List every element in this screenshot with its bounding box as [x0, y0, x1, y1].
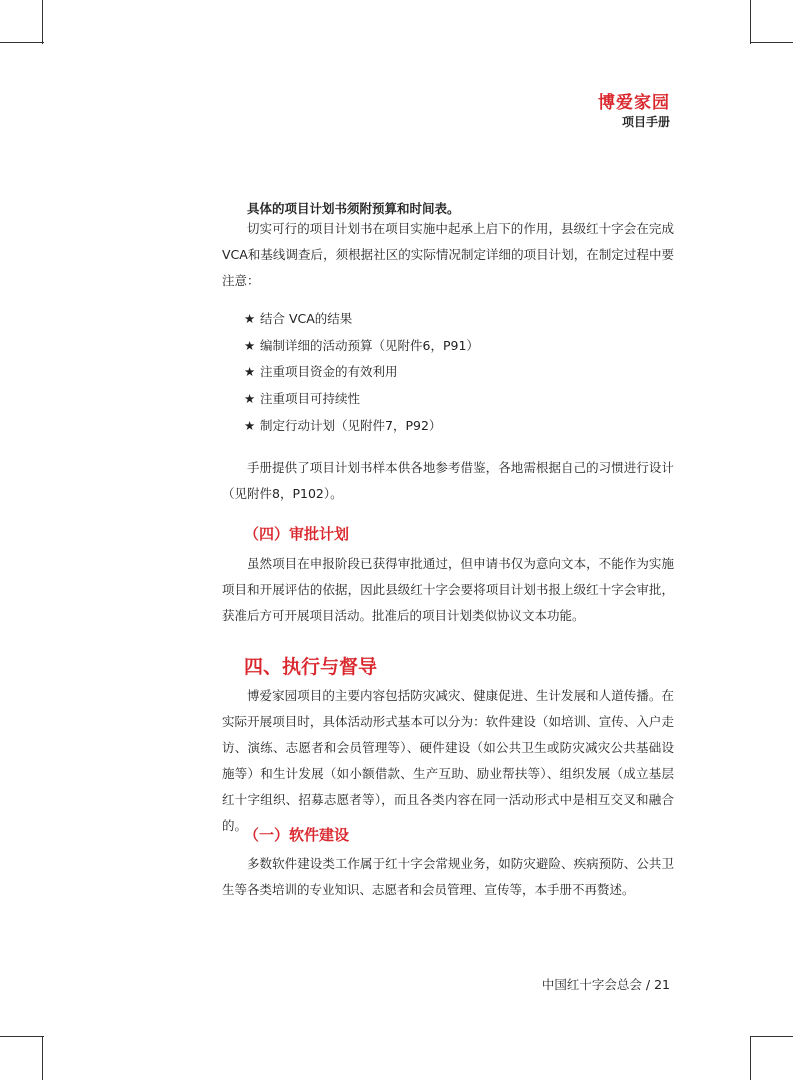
- bullet-item: ★ 制定行动计划（见附件7，P92）: [244, 416, 441, 436]
- section-paragraph: 虽然项目在申报阶段已获得审批通过，但申请书仅为意向文本，不能作为实施项目和开展评估的依据，因此县级红十字会要将项目计划书报上级红十字会审批，获准后方可开展项目活动。批准后的项目计划类似协议文本功能。: [222, 556, 674, 623]
- page-footer: 中国红十字会总会 / 21: [541, 977, 670, 992]
- crop-mark: [0, 42, 44, 43]
- star-icon: ★: [244, 364, 256, 379]
- star-icon: ★: [244, 418, 256, 433]
- bullet-item: ★ 编制详细的活动预算（见附件6，P91）: [244, 336, 479, 356]
- intro-paragraph: 切实可行的项目计划书在项目实施中起承上启下的作用，县级红十字会在完成VCA和基线调查后，须根据社区的实际情况制定详细的项目计划，在制定过程中要注意：: [222, 221, 674, 288]
- crop-mark: [0, 1036, 44, 1037]
- section-heading: （四）审批计划: [244, 525, 350, 543]
- handbook-note: 手册提供了项目计划书样本供各地参考借鉴，各地需根据自己的习惯进行设计（见附件8，P102）。: [222, 460, 674, 501]
- chapter-paragraph: 博爱家园项目的主要内容包括防灾减灾、健康促进、生计发展和人道传播。在实际开展项目时，具体活动形式基本可以分为：软件建设（如培训、宣传、入户走访、演练、志愿者和会员管理等）、硬件建设（如公共卫生或防灾减灾公共基础设施等）和生计发展（如小额借款、生产互助、励业帮扶等）、组织发展（成立基层红十字组织、招募志愿者等），而且各类内容在同一活动形式中是相互交叉和融合的。: [222, 688, 674, 833]
- bullet-item: ★ 注重项目可持续性: [244, 389, 360, 409]
- star-icon: ★: [244, 391, 256, 406]
- intro-bold-line: 具体的项目计划书须附预算和时间表。: [247, 201, 460, 216]
- running-header: [598, 93, 670, 131]
- star-icon: ★: [244, 338, 256, 353]
- chapter-heading: 四、执行与督导: [244, 656, 378, 678]
- section-paragraph: 多数软件建设类工作属于红十字会常规业务，如防灾避险、疾病预防、公共卫生等各类培训的专业知识、志愿者和会员管理、宣传等，本手册不再赘述。: [222, 856, 674, 897]
- crop-mark: [750, 1036, 751, 1080]
- bullet-item: ★ 结合 VCA的结果: [244, 309, 352, 329]
- crop-mark: [750, 42, 793, 43]
- crop-mark: [42, 1036, 43, 1080]
- crop-mark: [750, 1036, 793, 1037]
- header-subtitle: 项目手册: [621, 115, 670, 129]
- crop-mark: [750, 0, 751, 44]
- section-heading: （一）软件建设: [244, 826, 350, 844]
- bullet-item: ★ 注重项目资金的有效利用: [244, 362, 398, 382]
- header-title: 博爱家园: [598, 93, 670, 113]
- crop-mark: [42, 0, 43, 44]
- star-icon: ★: [244, 311, 256, 326]
